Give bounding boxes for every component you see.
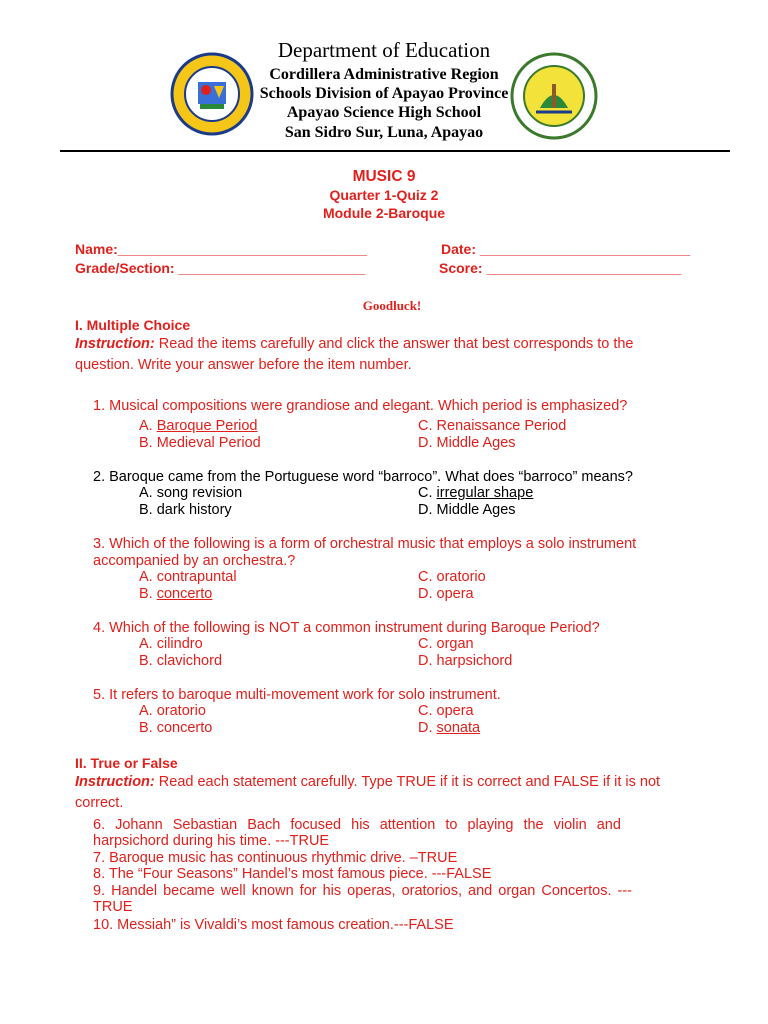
subject-title: MUSIC 9 <box>352 168 416 185</box>
goodluck-note: Goodluck! <box>362 298 422 313</box>
q1-option-d[interactable]: D. Middle Ages <box>418 435 516 451</box>
q3-option-d[interactable]: D. opera <box>418 586 474 602</box>
department-title: Department of Education <box>277 38 491 62</box>
tf-item-8: 8. The “Four Seasons” Handel’s most famous piece. ---FALSE <box>93 866 492 882</box>
part2-instruction-cont: correct. <box>75 795 124 811</box>
region-line: Cordillera Administrative Region <box>269 66 499 83</box>
module-title: Module 2-Baroque <box>322 205 446 221</box>
part2-heading: II. True or False <box>75 755 178 771</box>
grade-section-field[interactable]: Grade/Section: ________________________ <box>75 260 366 276</box>
division-line: Schools Division of Apayao Province <box>259 85 509 102</box>
tf-item-9-cont: TRUE <box>93 899 133 915</box>
school-line: Apayao Science High School <box>286 104 482 121</box>
instruction-text: Read the items carefully and click the answer that best corresponds to the <box>154 336 634 352</box>
option-text: irregular shape <box>436 485 534 501</box>
instruction-label: Instruction: <box>75 336 155 352</box>
score-field[interactable]: Score: _________________________ <box>439 260 682 276</box>
tf-item-6: 6. Johann Sebastian Bach focused his attention to playing the violin and <box>93 817 621 833</box>
q3-option-a[interactable]: A. contrapuntal <box>139 569 237 585</box>
q2-option-a[interactable]: A. song revision <box>139 485 243 501</box>
q3-option-b[interactable] <box>139 586 212 602</box>
tf-item-9: 9. Handel became well known for his operas, oratorios, and organ Concertos. --- <box>93 883 633 899</box>
tf-item-7: 7. Baroque music has continuous rhythmic drive. –TRUE <box>93 850 458 866</box>
q2-question: 2. Baroque came from the Portuguese word “barroco”. What does “barroco” means? <box>93 469 633 485</box>
tf-item-6-cont: harpsichord during his time. ---TRUE <box>93 833 330 849</box>
q4-option-c[interactable]: C. organ <box>418 636 474 652</box>
instruction-label: Instruction: <box>75 774 155 790</box>
option-text: concerto <box>156 586 213 602</box>
option-letter: B. <box>139 586 157 602</box>
q5-option-a[interactable]: A. oratorio <box>139 703 206 719</box>
q4-option-a[interactable]: A. cilindro <box>139 636 203 652</box>
header-divider <box>60 150 730 152</box>
address-line: San Sidro Sur, Luna, Apayao <box>284 124 484 141</box>
date-field[interactable]: Date: ___________________________ <box>441 241 691 257</box>
q3-option-c[interactable]: C. oratorio <box>418 569 486 585</box>
q5-option-d[interactable] <box>418 720 480 736</box>
quarter-title: Quarter 1-Quiz 2 <box>329 187 439 203</box>
q4-question: 4. Which of the following is NOT a common instrument during Baroque Period? <box>93 620 600 636</box>
option-text: sonata <box>436 720 481 736</box>
option-letter: D. <box>418 720 437 736</box>
q5-question: 5. It refers to baroque multi-movement work for solo instrument. <box>93 687 501 703</box>
q2-option-d[interactable]: D. Middle Ages <box>418 502 516 518</box>
q3-question-cont: accompanied by an orchestra.? <box>93 553 296 569</box>
q1-question: 1. Musical compositions were grandiose and elegant. Which period is emphasized? <box>93 398 628 414</box>
part2-instruction <box>75 774 660 790</box>
q1-option-c[interactable]: C. Renaissance Period <box>418 418 567 434</box>
q1-option-b[interactable]: B. Medieval Period <box>139 435 261 451</box>
q1-option-a[interactable] <box>139 418 258 434</box>
option-letter: A. <box>139 418 157 434</box>
q5-option-b[interactable]: B. concerto <box>139 720 213 736</box>
q3-question: 3. Which of the following is a form of orchestral music that employs a solo instrument <box>93 536 637 552</box>
q2-option-c[interactable] <box>418 485 533 501</box>
q4-option-d[interactable]: D. harpsichord <box>418 653 513 669</box>
part1-instruction <box>75 336 634 352</box>
option-text: Baroque Period <box>156 418 258 434</box>
instruction-text: Read each statement carefully. Type TRUE if it is correct and FALSE if it is not <box>154 774 661 790</box>
part1-instruction-cont: question. Write your answer before the item number. <box>75 357 412 373</box>
q5-option-c[interactable]: C. opera <box>418 703 474 719</box>
q4-option-b[interactable]: B. clavichord <box>139 653 223 669</box>
tf-item-10: 10. Messiah” is Vivaldi’s most famous creation.---FALSE <box>93 917 454 933</box>
q2-option-b[interactable]: B. dark history <box>139 502 232 518</box>
option-letter: C. <box>418 485 437 501</box>
name-field[interactable]: Name:________________________________ <box>75 241 367 257</box>
part1-heading: I. Multiple Choice <box>75 317 191 333</box>
